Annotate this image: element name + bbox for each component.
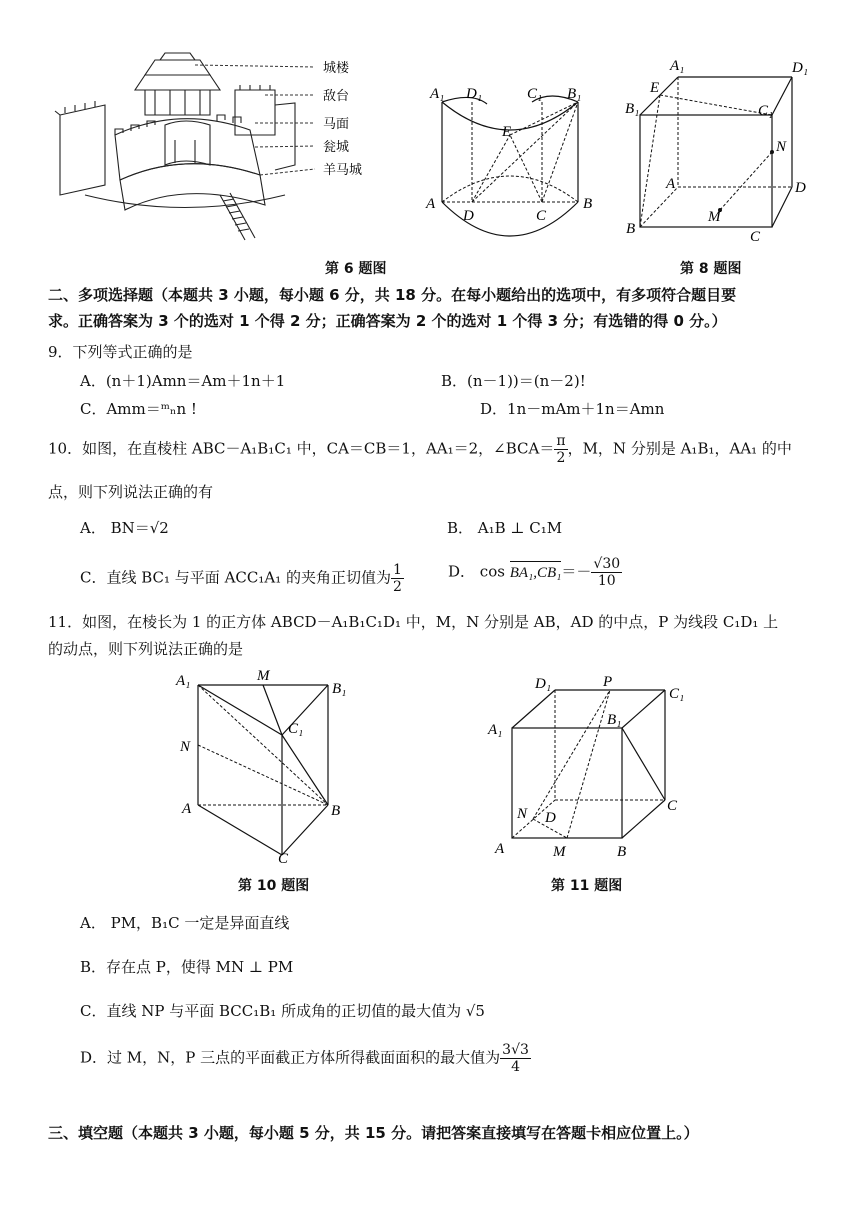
q10-stem-c: 点，则下列说法正确的有	[48, 483, 214, 501]
pt-P: P	[603, 674, 613, 690]
pt-A: A	[495, 841, 505, 857]
q11-stem-a: 11．如图，在棱长为 1 的正方体 ABCD－A₁B₁C₁D₁ 中，M，N 分别是 AB，AD 的中点，P 为线段 C₁D₁ 上	[48, 613, 779, 631]
pt-E: E	[502, 124, 512, 140]
q11-option-d: D．过 M，N，P 三点的平面截正方体所得截面面积的最大值为 $\frac{3√3}{4}$	[80, 1042, 529, 1075]
caption-fig10: 第 10 题图	[238, 878, 310, 894]
q9-option-a: A．(n＋1)Amn＝Am＋1n＋1	[80, 372, 286, 390]
pt-A: A	[666, 176, 676, 192]
q9-stem: 9．下列等式正确的是	[48, 343, 193, 361]
pt-C: C	[536, 208, 547, 224]
q11-option-a: A． PM，B₁C 一定是异面直线	[80, 914, 290, 932]
label-wengcheng: 瓮城	[323, 140, 350, 155]
pt-A1: A₁	[176, 673, 191, 689]
pt-B1: B₁	[625, 101, 640, 117]
q10-stem-a: 10．如图，在直棱柱 ABC－A₁B₁C₁ 中，CA＝CB＝1，AA₁＝2，∠BCA＝	[48, 439, 555, 458]
pt-C: C	[667, 798, 678, 814]
q10-option-d: D． cos BA₁,CB₁＝－ $\frac{√30}{10}$	[448, 556, 621, 589]
figure-11-cube	[485, 670, 700, 865]
pt-M: M	[257, 668, 270, 684]
pt-M: M	[553, 844, 566, 860]
q11-option-b: B．存在点 P，使得 MN ⊥ PM	[80, 958, 294, 976]
pt-N: N	[180, 739, 191, 755]
label-yangmacheng: 羊马城	[323, 163, 363, 178]
section-2-line2: 求。正确答案为 3 个的选对 1 个得 2 分；正确答案为 2 个的选对 1 个得 3 分；有选错的得 0 分。）	[48, 312, 727, 330]
figure-10-prism	[170, 665, 370, 865]
pt-B: B	[583, 196, 593, 212]
pt-C1: C₁	[758, 103, 774, 119]
pt-B1: B₁	[607, 712, 622, 728]
label-ditai: 敌台	[323, 89, 350, 104]
q11-option-c: C．直线 NP 与平面 BCC₁B₁ 所成角的正切值的最大值为 √5	[80, 1002, 485, 1020]
pt-B1: B₁	[332, 681, 347, 697]
pt-C1: C₁	[669, 686, 685, 702]
pt-E: E	[650, 80, 660, 96]
pt-C1: C₁	[288, 721, 304, 737]
section-2-line1: 二、多项选择题（本题共 3 小题，每小题 6 分，共 18 分。在每小题给出的选项中，有多项符合题目要	[48, 286, 737, 304]
pt-D: D	[545, 810, 556, 826]
caption-fig8: 第 8 题图	[680, 261, 742, 277]
pt-D1: D₁	[535, 676, 552, 692]
section-3-heading: 三、填空题（本题共 3 小题，每小题 5 分，共 15 分。请把答案直接填写在答题卡相应位置上。）	[48, 1124, 699, 1142]
q9-option-c: C．Amm＝ᵐₙn !	[80, 400, 197, 418]
section-2-heading	[48, 282, 838, 334]
pt-D1: D₁	[466, 86, 483, 102]
pt-B: B	[626, 221, 636, 237]
pt-D1: D₁	[792, 60, 809, 76]
pt-A: A	[426, 196, 436, 212]
pt-D: D	[463, 208, 474, 224]
pt-A1: A₁	[430, 86, 445, 102]
caption-fig6: 第 6 题图	[325, 261, 387, 277]
label-chenglou: 城楼	[323, 61, 350, 76]
q9-option-b: B．(n－1))＝(n－2)!	[441, 372, 586, 390]
label-mamian: 马面	[323, 117, 350, 132]
q10-option-c: C．直线 BC₁ 与平面 ACC₁A₁ 的夹角正切值为 $\frac{1}{2}$	[80, 562, 402, 595]
q10-option-a: A． BN＝√2	[80, 519, 169, 537]
pt-D: D	[795, 180, 806, 196]
pt-A1: A₁	[488, 722, 503, 738]
figure-6-geometry	[420, 80, 600, 255]
pt-C: C	[278, 851, 289, 865]
pt-A1: A₁	[670, 58, 685, 74]
pt-C: C	[750, 229, 761, 245]
caption-fig11: 第 11 题图	[551, 878, 623, 894]
q10-stem-b: ，M，N 分别是 A₁B₁，AA₁ 的中	[567, 439, 792, 458]
pt-N: N	[776, 139, 787, 155]
q9-option-d: D．1n－mAm＋1n＝Amn	[480, 400, 665, 418]
pt-B: B	[617, 844, 627, 860]
pt-B1: B₁	[567, 86, 582, 102]
q10-stem	[48, 433, 792, 466]
q11-stem-b: 的动点，则下列说法正确的是	[48, 640, 244, 658]
pt-B: B	[331, 803, 341, 819]
pt-C1: C₁	[527, 86, 543, 102]
figure-8-cube	[620, 55, 820, 245]
q10-option-b: B． A₁B ⊥ C₁M	[447, 519, 563, 537]
pt-M: M	[708, 209, 721, 225]
q10-angle-fraction: $\frac{\pi}{2}$	[556, 433, 566, 466]
castle-illustration	[45, 45, 390, 245]
pt-N: N	[517, 806, 528, 822]
pt-A: A	[182, 801, 192, 817]
